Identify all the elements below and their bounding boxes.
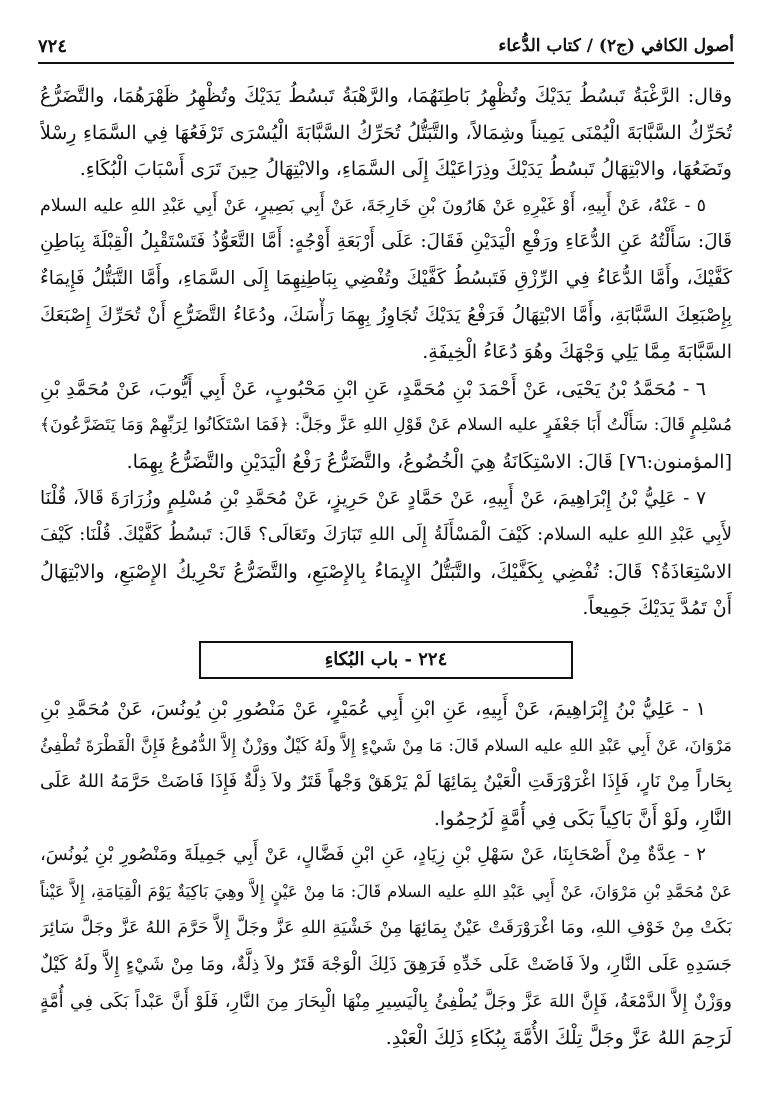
text-line: ٦ - مُحَمَّدُ بْنُ يَحْيَى، عَنْ أَحْمَدَ بْنِ مُحَمَّدٍ، عَنِ ابْنِ مَحْبُوبٍ، عَنْ أَبِي أَيُّوبَ، عَنْ مُحَمَّدِ بْنِ bbox=[40, 377, 706, 400]
text-line: ٥ - عَنْهُ، عَنْ أَبِيهِ، أَوْ غَيْرِهِ عَنْ هَارُونَ بْنِ خَارِجَةَ، عَنْ أَبِي بَصِيرٍ، عَنْ أَبِي عَبْدِ اللهِ عليه السلام bbox=[40, 195, 706, 216]
text-line: مَرْوَانَ، عَنْ أَبِي عَبْدِ اللهِ عليه السلام قَالَ: مَا مِنْ شَيْءٍ إِلاَّ ولَهُ كَيْلٌ ووَزْنٌ إِلاَّ الدُّمُوعُ فَإِنَّ الْقَطْرَةَ تُطْفِئُ bbox=[40, 735, 732, 755]
text-line: لأَبِي عَبْدِ اللهِ عليه السلام: كَيْفَ الْمَسْأَلَةُ إِلَى اللهِ تَبَارَكَ وتَعَالَى؟ قَالَ: تَبسُطُ كَفَّيْكَ. قُلْنَا: كَيْفَ bbox=[40, 524, 732, 546]
paragraph-weeping-1 bbox=[40, 691, 732, 837]
text-line: بِإِصْبَعِكَ السَّبَّابَةِ، وأَمَّا الابْتِهَالُ فَرَفْعُ يَدَيْكَ تُجَاوِزُ بِهِمَا رَأْسَكَ، ودُعَاءُ التَّضَرُّعِ أَنْ تُحَرِّكَ إِصْبَعَكَ bbox=[40, 304, 732, 326]
paragraph-weeping-2 bbox=[40, 837, 732, 1057]
text-line: وتَضَعُهَا، والابْتِهَالُ تَبسُطُ يَدَيْكَ وذِرَاعَيْكَ إِلَى السَّمَاءِ، والابْتِهَالُ حِينَ تَرَى أَسْبَابَ الْبُكَاءِ. bbox=[79, 158, 732, 181]
text-line: عَنْ مُحَمَّدِ بْنِ مَرْوَانَ، عَنْ أَبِي عَبْدِ اللهِ عليه السلام قَالَ: مَا مِنْ عَيْنٍ إِلاَّ وهِيَ بَاكِيَةٌ يَوْمَ الْقِيَامَةِ، إِلاَّ عَيْناً bbox=[40, 881, 732, 901]
text-line: ٧ - عَلِيُّ بْنُ إِبْرَاهِيمَ، عَنْ أَبِيهِ، عَنْ حَمَّادٍ عَنْ حَرِيزٍ، عَنْ مُحَمَّدِ بْنِ مُسْلِمٍ وزُرَارَةَ قَالاَ، قُلْنَا bbox=[40, 487, 706, 509]
running-title: أصول الكافي (ج٢) / كتاب الدُّعاء bbox=[498, 36, 734, 56]
page-number: ٧٢٤ bbox=[38, 36, 68, 57]
text-line: بَكَتْ مِنْ خَوْفِ اللهِ، ومَا اغْرَوْرَقَتْ عَيْنٌ بِمَائِهَا مِنْ خَشْيَةِ اللهِ عَزَّ وجَلَّ إِلاَّ حَرَّمَ اللهُ عَزَّ وجَلَّ سَائِرَ bbox=[40, 918, 732, 939]
page-body bbox=[40, 78, 732, 1057]
page-header bbox=[38, 18, 734, 64]
text-line: ١ - عَلِيُّ بْنُ إِبْرَاهِيمَ، عَنْ أَبِيهِ، عَنِ ابْنِ أَبِي عُمَيْرٍ، عَنْ مَنْصُورِ بْنِ يُونُسَ، عَنْ مُحَمَّدِ بْنِ bbox=[40, 697, 706, 720]
text-line: قَالَ: سَأَلْتُهُ عَنِ الدُّعَاءِ ورَفْعِ الْيَدَيْنِ فَقَالَ: عَلَى أَرْبَعَةِ أَوْجُهٍ: أَمَّا التَّعَوُّذُ فَتَسْتَقْبِلُ الْقِبْلَةَ بِبَاطِنِ bbox=[40, 231, 732, 253]
text-line: تُحَرِّكُ السَّبَّابَةَ الْيُمْنَى يَمِيناً وشِمَالاً، والتَّبَتُّلُ تُحَرِّكُ السَّبَّابَةَ الْيُسْرَى تَرْفَعُهَا فِي السَّمَاءِ رِسْلاً bbox=[40, 121, 732, 144]
chapter-title: ٢٢٤ - باب البُكاءِ bbox=[324, 648, 448, 670]
text-line: جَسَدِهِ عَلَى النَّارِ، ولاَ فَاضَتْ عَلَى خَدِّهِ فَرَهِقَ ذَلِكَ الْوَجْهَ قَتَرٌ ولاَ ذِلَّةٌ، ومَا مِنْ شَيْءٍ إِلاَّ ولَهُ كَيْلٌ bbox=[40, 954, 732, 976]
paragraph-hadith-4-end bbox=[40, 78, 732, 188]
text-line: ٢ - عِدَّةٌ مِنْ أَصْحَابِنَا، عَنْ سَهْلِ بْنِ زِيَادٍ، عَنِ ابْنِ فَضَّالٍ، عَنْ أَبِي جَمِيلَةَ ومَنْصُورِ بْنِ يُونُسَ، bbox=[40, 844, 706, 866]
text-line: وقال: الرَّغْبَةُ تَبسُطُ يَدَيْكَ وتُظْهِرُ بَاطِنَهُمَا، والرَّهْبَةُ تَبسُطُ يَدَيْكَ وتُظْهِرُ ظَهْرَهُمَا، والتَّضَرُّعُ bbox=[40, 85, 732, 107]
header-rule bbox=[38, 62, 734, 64]
text-line: ووَزْنٌ إِلاَّ الدَّمْعَةُ، فَإِنَّ اللهَ عَزَّ وجَلَّ يُطْفِئُ بِالْيَسِيرِ مِنْهَا الْبِحَارَ مِنَ النَّارِ، فَلَوْ أَنَّ عَبْداً بَكَى فِي أُمَّةٍ bbox=[40, 991, 732, 1012]
text-line: النَّارِ، ولَوْ أَنَّ بَاكِياً بَكَى فِي أُمَّةٍ لَرُحِمُوا. bbox=[433, 807, 732, 830]
text-line: أَنْ تَمُدَّ يَدَيْكَ جَمِيعاً. bbox=[582, 597, 732, 620]
text-line: بِحَاراً مِنْ نَارٍ، فَإِذَا اغْرَوْرَقَتِ الْعَيْنُ بِمَائِهَا لَمْ يَرْهَقْ وَجْهاً قَتَرٌ ولاَ ذِلَّةٌ فَإِذَا فَاضَتْ حَرَّمَهُ اللهُ عَلَى bbox=[40, 771, 732, 793]
paragraph-hadith-7 bbox=[40, 481, 732, 627]
paragraph-hadith-6 bbox=[40, 371, 732, 481]
text-line: كَفَّيْكَ، وأَمَّا الدُّعَاءُ فِي الرِّزْقِ فَتَبسُطُ كَفَّيْكَ وتُفْضِي بِبَاطِنِهِمَا إِلَى السَّمَاءِ، وأَمَّا التَّبَتُّلُ فَإِيمَاءٌ bbox=[40, 267, 732, 289]
text-line: مُسْلِمٍ قَالَ: سَأَلْتُ أَبَا جَعْفَرٍ عليه السلام عَنْ قَوْلِ اللهِ عَزَّ وجَلَّ: ﴿فَمَا اسْتَكَانُوا لِرَبِّهِمْ وَمَا يَتَضَرَّعُونَ﴾ bbox=[40, 415, 732, 436]
paragraph-hadith-5 bbox=[40, 188, 732, 371]
text-line: لَرَحِمَ اللهُ عَزَّ وجَلَّ تِلْكَ الأُمَّةَ بِبُكَاءِ ذَلِكَ الْعَبْدِ. bbox=[385, 1027, 732, 1050]
text-line: السَّبَّابَةَ مِمَّا يَلِي وَجْهَكَ وهُوَ دُعَاءُ الْخِيفَةِ. bbox=[422, 341, 732, 364]
text-line: [المؤمنون:٧٦] قَالَ: الاسْتِكَانَةُ هِيَ الْخُضُوعُ، والتَّضَرُّعُ رَفْعُ الْيَدَيْنِ والتَّضَرُّعُ بِهِمَا. bbox=[126, 450, 732, 473]
text-line: الاسْتِعَاذَةُ؟ قَالَ: تُفْضِي بِكَفَّيْكَ، والتَّبَتُّلُ الإِيمَاءُ بِالإِصْبَعِ، والتَّضَرُّعُ تَحْرِيكُ الإِصْبَعِ، والابْتِهَالُ bbox=[40, 560, 732, 583]
chapter-heading-box bbox=[199, 641, 573, 679]
